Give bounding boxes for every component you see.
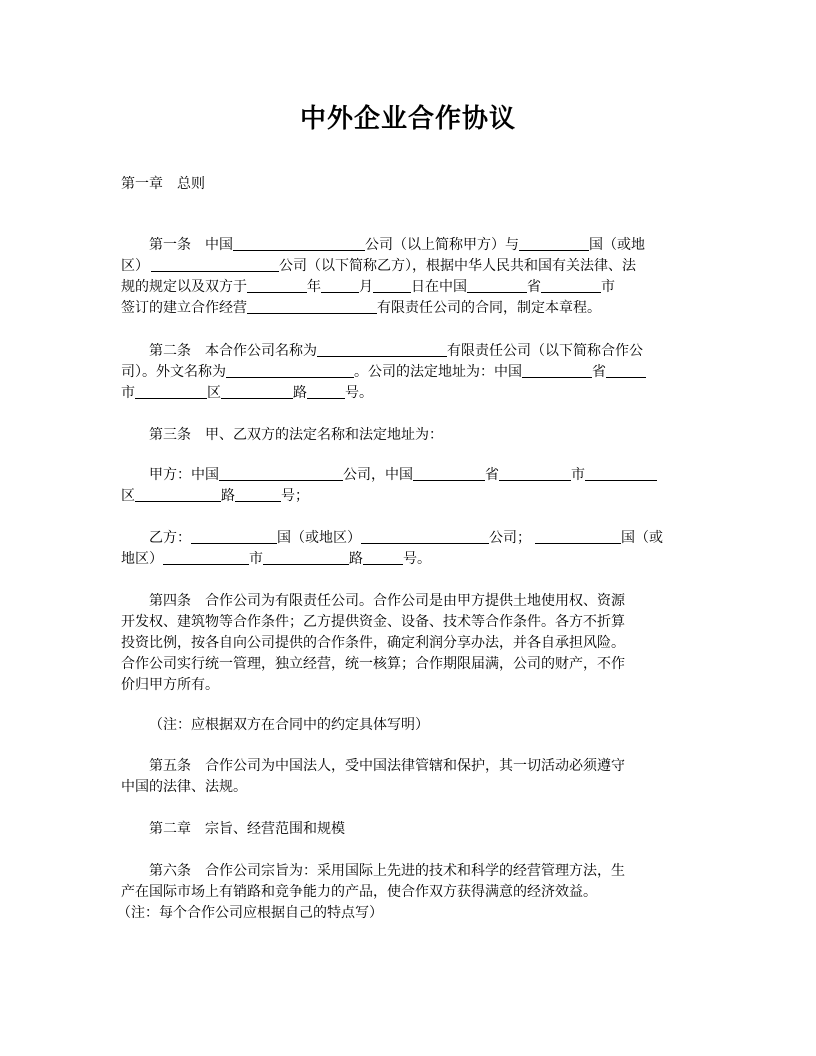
text-segment: 市 <box>121 385 135 401</box>
article-5-line-1: 第五条 合作公司为中国法人，受中国法律管辖和保护，其一切活动必须遵守 <box>149 758 625 774</box>
article-4-line-2: 开发权、建筑物等合作条件；乙方提供资金、设备、技术等合作条件。各方不折算 <box>121 614 625 630</box>
text-segment: 市 <box>249 551 263 567</box>
article-4-line-5: 价归甲方所有。 <box>121 677 219 693</box>
blank-line[interactable] <box>363 550 403 565</box>
party-a-line-2 <box>121 486 697 506</box>
blank-line[interactable] <box>307 384 345 399</box>
blank-line[interactable] <box>191 529 277 544</box>
blank-line[interactable] <box>361 529 489 544</box>
text-segment: 省 <box>592 364 606 380</box>
text-segment: 路 <box>221 488 235 504</box>
party-a-line-1 <box>121 465 697 485</box>
text-segment: 年 <box>307 279 321 295</box>
blank-line[interactable] <box>219 466 343 481</box>
blank-line[interactable] <box>247 299 377 314</box>
text-segment: 甲方：中国 <box>149 467 219 483</box>
text-segment: 日在中国 <box>411 279 467 295</box>
article-4-line-4: 合作公司实行统一管理，独立经营，统一核算；合作期限届满，公司的财产，不作 <box>121 656 625 672</box>
text-segment: 乙方： <box>149 530 191 546</box>
blank-line[interactable] <box>263 550 349 565</box>
blank-line[interactable] <box>467 278 527 293</box>
text-segment: 路 <box>349 551 363 567</box>
text-segment: 公司，中国 <box>343 467 413 483</box>
blank-line[interactable] <box>235 487 281 502</box>
text-segment: 市 <box>571 467 585 483</box>
text-segment: 号。 <box>403 551 431 567</box>
text-segment: 有限责任公司（以下简称合作公 <box>447 343 643 359</box>
text-segment: 国（或 <box>621 530 663 546</box>
article-1-line-4 <box>121 298 697 318</box>
text-segment: 规的规定以及双方于 <box>121 279 247 295</box>
article-2-line-3 <box>121 383 697 403</box>
blank-line[interactable] <box>373 278 411 293</box>
text-segment: 公司（以上简称甲方）与 <box>365 237 519 253</box>
text-segment: 区 <box>207 385 221 401</box>
blank-line[interactable] <box>541 278 601 293</box>
note-1: （注：应根据双方在合同中的约定具体写明） <box>149 717 429 733</box>
blank-line[interactable] <box>247 278 307 293</box>
article-2-line-2 <box>121 362 697 382</box>
text-segment: 签订的建立合作经营 <box>121 300 247 316</box>
blank-line[interactable] <box>226 363 354 378</box>
article-1-line-1 <box>121 235 697 255</box>
text-segment: 省 <box>527 279 541 295</box>
blank-line[interactable] <box>413 466 485 481</box>
article-4-line-3: 投资比例，按各自向公司提供的合作条件，确定利润分享办法，并各自承担风险。 <box>121 635 625 651</box>
text-segment: 号。 <box>345 385 373 401</box>
blank-line[interactable] <box>522 363 592 378</box>
text-segment: 第二条 本合作公司名称为 <box>149 343 317 359</box>
chapter-1-heading: 第一章 总则 <box>121 176 205 192</box>
text-segment: 。公司的法定地址为：中国 <box>354 364 522 380</box>
article-1-line-2 <box>121 256 697 276</box>
text-segment: 省 <box>485 467 499 483</box>
blank-line[interactable] <box>535 529 621 544</box>
article-3: 第三条 甲、乙双方的法定名称和法定地址为： <box>149 427 443 443</box>
text-segment: 区） <box>121 258 149 274</box>
text-segment: 月 <box>359 279 373 295</box>
text-segment: 公司（以下简称乙方），根据中华人民共和国有关法律、法 <box>279 258 636 274</box>
blank-line[interactable] <box>233 236 365 251</box>
blank-line[interactable] <box>317 342 447 357</box>
text-segment: 市 <box>601 279 615 295</box>
article-6-line-2: 产在国际市场上有销路和竞争能力的产品，使合作双方获得满意的经济效益。 <box>121 884 597 900</box>
text-segment: 国（或地 <box>589 237 645 253</box>
party-b-line-1 <box>121 528 697 548</box>
text-segment: 公司； <box>489 530 531 546</box>
text-segment: 区 <box>121 488 135 504</box>
blank-line[interactable] <box>519 236 589 251</box>
chapter-2-heading: 第二章 宗旨、经营范围和规模 <box>149 821 345 837</box>
party-b-line-2 <box>121 549 697 569</box>
article-2-line-1 <box>121 341 697 361</box>
document-title: 中外企业合作协议 <box>299 104 516 134</box>
text-segment: 第一条 中国 <box>149 237 233 253</box>
note-2: （注：每个合作公司应根据自己的特点写） <box>117 905 383 921</box>
blank-line[interactable] <box>499 466 571 481</box>
blank-line[interactable] <box>135 384 207 399</box>
article-4-line-1: 第四条 合作公司为有限责任公司。合作公司是由甲方提供土地使用权、资源 <box>149 593 625 609</box>
blank-line[interactable] <box>585 466 657 481</box>
text-segment: 国（或地区） <box>277 530 361 546</box>
text-segment: 路 <box>293 385 307 401</box>
article-1-line-3 <box>121 277 697 297</box>
blank-line[interactable] <box>163 550 249 565</box>
blank-line[interactable] <box>606 363 646 378</box>
text-segment: 号； <box>281 488 309 504</box>
blank-line[interactable] <box>135 487 221 502</box>
text-segment: 地区） <box>121 551 163 567</box>
article-5-line-2: 中国的法律、法规。 <box>121 779 247 795</box>
text-segment: 有限责任公司的合同，制定本章程。 <box>377 300 601 316</box>
blank-line[interactable] <box>321 278 359 293</box>
text-segment: 司）。外文名称为 <box>121 364 226 380</box>
blank-line[interactable] <box>151 257 279 272</box>
blank-line[interactable] <box>221 384 293 399</box>
article-6-line-1: 第六条 合作公司宗旨为：采用国际上先进的技术和科学的经营管理方法，生 <box>149 863 625 879</box>
